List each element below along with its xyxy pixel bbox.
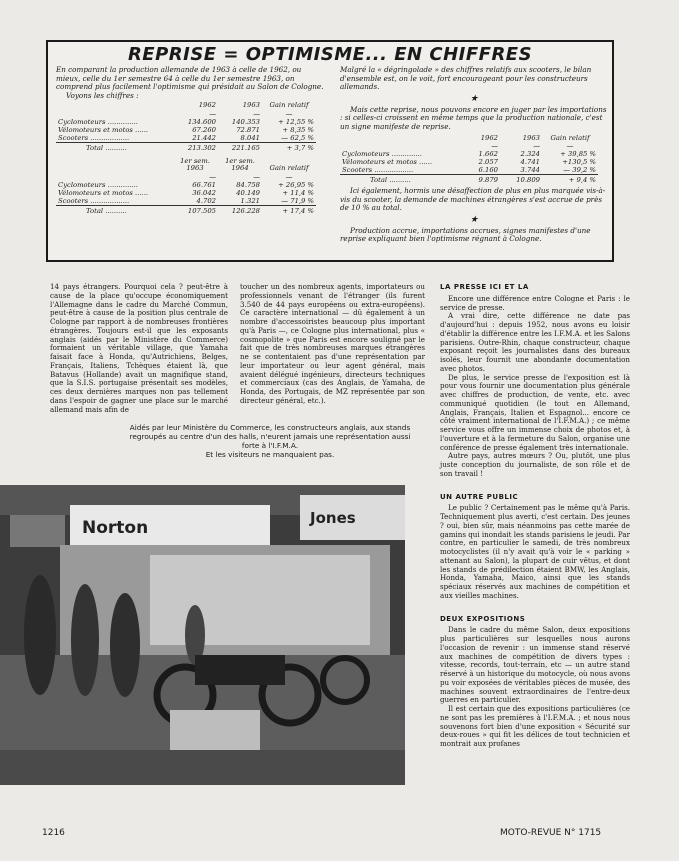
table-row: Scooters .................. 6.160 3.744 — 39,2 % — [342, 165, 596, 174]
box-left-column — [56, 66, 326, 215]
subheading-public: UN AUTRE PUBLIC — [440, 492, 519, 501]
production-table-1963: 1962 1963 Gain relatif — — — Cyclomoteurs .............. 134.600 140.353 + 12,55 % Vélomoteurs et motos ...... 67.260 72.871 + 8,35 % Scooters .................. 21.442 8.041 — 62,5 % Total .......... 213.302 221.165 + 3,7 % — [58, 101, 314, 152]
page-number: 1216 — [42, 828, 65, 838]
paragraph: Il est certain que des expositions particulières (ce ne sont pas les premières à l'I.F.M.A. ; et nous nous souvenons fort bien d'une exposition « Sécurité sur deux-roues » qui fit les délices de tout technicien et montrait aux profanes — [440, 704, 630, 748]
exhibition-photo — [0, 485, 405, 785]
paragraph: Le public ? Certainement pas le même qu'à Paris. Techniquement plus averti, c'est certain. Des jeunes ? oui, bien sûr, mais néanmoins pas cette marée de gamins qui inondait les stands parisiens le jeudi. Par contre, en particulier le samedi, de très nombreux motocyclistes (il n'y avait qu'à voir le « parking » attenant au Salon), la plupart de cuir vêtus, et dont les stands de prédilection étaient BMW, les Anglais, Honda, Yamaha, Maico, ainsi que les stands spéciaux réservés aux machines de compétition et aux vieilles machines. — [440, 503, 630, 600]
col-header: Gain relatif — [269, 164, 309, 173]
box-right-after: Ici également, hormis une désaffection de plus en plus marquée vis-à-vis du scooter, la demande de machines étrangères s'est accrue de près de 10 % au total. — [340, 185, 606, 213]
box-right-intro: Malgré la « dégringolade » des chiffres relatifs aux scooters, le bilan d'ensemble est, on le voit, fort encourageant pour les constructeurs allemands. — [340, 65, 592, 92]
subheading-presse: LA PRESSE ICI ET LA — [440, 283, 529, 291]
magazine-issue: MOTO-REVUE N° 1715 — [500, 828, 602, 838]
table-row: Vélomoteurs et motos ...... 2.057 4.741 +130,5 % — [342, 157, 596, 166]
photo-caption — [120, 423, 420, 459]
box-title: REPRISE = OPTIMISME... EN CHIFFRES — [127, 44, 533, 65]
star-separator: ★ — [469, 93, 479, 104]
box-right-mid: Mais cette reprise, nous pouvons encore en juger par les importations : si celles-ci croissent en même temps que la production nationale, c'est un signe manifeste de reprise. — [340, 104, 607, 131]
paragraph: Dans le cadre du même Salon, deux expositions plus particulières sur lesquelles nous aurons l'occasion de revenir : un immense stand réservé aux machines de compétition de divers types : vitesse, records, tout-terrain, etc — un autre stand réservé à un historique du motocycle, où nous avons pu voir exposées de véritables pièces de musée, des machines souvent extraordinaires de l'entre-deux guerres en particulier. — [440, 625, 630, 705]
col-header: 1962 — [198, 101, 216, 110]
photo-illustration — [0, 485, 405, 785]
table-total-row: Total .......... 107.505 126.228 + 17,4 % — [56, 205, 316, 215]
paragraph: De plus, le service presse de l'exposition est là pour vous fournir une documentation plus générale avec chiffres de production, de vente, etc. avec communiqué quotidien (le tout en Allemand, Anglais, Français, Italien et Espagnol... encore ce côté vraiment international de l'I.F.M.A.) ; ce même service vous offre un immense choix de photos et, à l'ouverture et à la fermeture du Salon, organise une conférence de presse également très internationale. — [440, 372, 630, 452]
box-left-intro2: Voyons les chiffres : — [66, 90, 139, 100]
col-header: Gain relatif — [550, 133, 590, 142]
table-row: Vélomoteurs et motos ...... 67.260 72.871 + 8,35 % — [58, 125, 314, 134]
table-row: Scooters .................. 21.442 8.041 — 62,5 % — [58, 133, 314, 142]
box-right-column — [340, 66, 608, 244]
paragraph: 14 pays étrangers. Pourquoi cela ? peut-être à cause de la place qu'occupe économiquement l'Allemagne dans le cadre du Marché Commun, peut-être à cause de la position plus centrale de Cologne par rapport à de nombreuses frontières étrangères. Toujours est-il que les exposants anglais (aidés par le Ministère du Commerce) formaient un véritable village, que Yamaha faisait face à Honda, qu'Autrichiens, Belges, Français, Italiens, Tchèques étaient là, que Batavus (Hollande) avait un magnifique stand, que la S.I.S. portugaise présentait ses modèles, ces deux dernières marques non pas tellement dans l'espoir de gagner une place sur le marché allemand mais afin de — [50, 282, 228, 414]
production-table-semester: 1er sem. 1963 1er sem. 1964 Gain relatif — — — Cyclomoteurs .............. 66.761 84.758 + 26,95 % Vélomoteurs et motos ...... 36.042 40.149 + 11,4 % Scooters .................. 4.702 1.321 — 71,9 % Total .......... 107.505 126.228 + 17,4 % — [58, 156, 314, 215]
table-row: Scooters .................. 4.702 1.321 — 71,9 % — [58, 196, 314, 205]
paragraph: Encore une différence entre Cologne et Paris : le service de presse. — [440, 293, 630, 312]
col-header: Gain relatif — [269, 101, 309, 110]
paragraph: toucher un des nombreux agents, importateurs ou professionnels venant de l'étranger (ils furent 3.540 de 44 pays européens ou extra-européens). Ce caractère international — dû également à un nombre d'accessoiristes beaucoup plus important qu'à Paris —, ce Cologne plus international, plus « cosmopolite » que Paris est encore souligné par le fait que de très nombreuses marques étrangères ne se contentaient pas d'une représentation par leur importateur ou leur agent général, mais avaient délégué ingénieurs, directeurs techniques et commerciaux (cas des Anglais, de Yamaha, de Honda, des Portugais, de MZ représentée par son directeur général, etc.). — [240, 282, 425, 405]
table-total-row: Total .......... 213.302 221.165 + 3,7 % — [56, 142, 316, 152]
paragraph: Autre pays, autres mœurs ? Ou, plutôt, une plus juste conception du journaliste, de son rôle et de son travail ! — [440, 451, 630, 478]
caption-line: Aidés par leur Ministère du Commerce, les constructeurs anglais, aux stands regroupés au centre d'un des halls, n'eurent jamais une représentation aussi forte à l'I.F.M.A. — [129, 423, 411, 450]
statistics-box — [46, 40, 614, 262]
table-row: Cyclomoteurs .............. 134.600 140.353 + 12,55 % — [58, 117, 314, 126]
subheading-expositions: DEUX EXPOSITIONS — [440, 614, 526, 623]
article-column-3 — [440, 283, 630, 749]
col-header: 1963 — [242, 101, 260, 110]
box-right-final: Production accrue, importations accrues, signes manifestes d'une reprise expliquant bien l'optimisme régnant à Cologne. — [340, 225, 591, 244]
article-column-1 — [50, 283, 228, 414]
col-header: 1963 — [522, 133, 540, 142]
imports-table: 1962 1963 Gain relatif — — — Cyclomoteurs .............. 1.662 2.324 + 39,85 % Vélomoteurs et motos ...... 2.057 4.741 +130,5 % Scooters .................. 6.160 3.744 — 39,2 % Total .......... 9.879 10.809 + 9,4 % — [342, 133, 596, 184]
table-row: Vélomoteurs et motos ...... 36.042 40.149 + 11,4 % — [58, 188, 314, 197]
col-header: 1er sem. 1963 — [180, 156, 210, 173]
photo-sign-jones: Jones — [310, 509, 356, 527]
caption-line: Et les visiteurs ne manquaient pas. — [205, 450, 335, 459]
box-left-intro: En comparant la production allemande de 1963 à celle de 1962, ou mieux, celle du 1er semestre 64 à celle du 1er semestre 1963, on comprend plus facilement l'optimisme qui présidait au Salon de Cologne. — [56, 65, 324, 92]
col-header: 1962 — [480, 133, 498, 142]
table-row: Cyclomoteurs .............. 66.761 84.758 + 26,95 % — [58, 180, 314, 189]
table-total-row: Total .......... 9.879 10.809 + 9,4 % — [340, 174, 598, 184]
article-column-2 — [240, 283, 425, 406]
star-separator: ★ — [469, 214, 479, 225]
photo-sign-norton: Norton — [82, 518, 149, 538]
paragraph: A vrai dire, cette différence ne date pas d'aujourd'hui : depuis 1952, nous avons eu loisir d'établir la différence entre les I.F.M.A. et les Salons parisiens. Outre-Rhin, chaque constructeur, chaque exposant reçoit les journalistes dans des bureaux isolés, leur fournit une abondante documentation avec photos. — [440, 311, 630, 373]
col-header: 1er sem. 1964 — [225, 156, 255, 173]
table-row: Cyclomoteurs .............. 1.662 2.324 + 39,85 % — [342, 149, 596, 158]
